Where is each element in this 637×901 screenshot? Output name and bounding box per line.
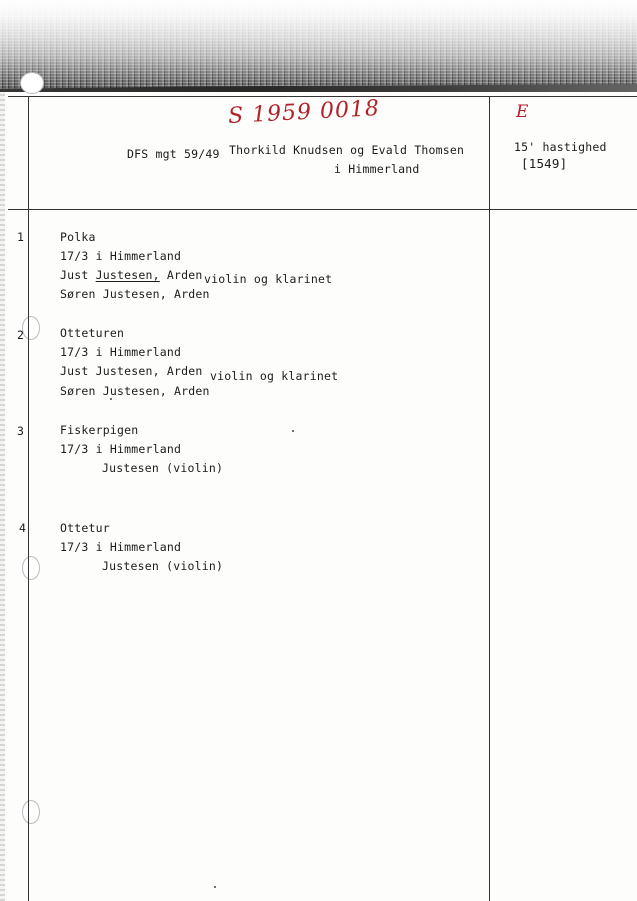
performer-surname: Justesen, (95, 268, 160, 282)
entry-date-place: 17/3 i Himmerland (60, 540, 182, 554)
entry-number: 4 (19, 521, 27, 535)
performer-place: Arden (166, 268, 203, 282)
performer-line: Justesen (violin) (102, 559, 224, 573)
entry-title: Polka (60, 230, 96, 244)
scan-speck (110, 398, 112, 400)
right-column-rule (489, 96, 490, 901)
speed-note: 15' hastighed (514, 140, 607, 154)
entry-date-place: 17/3 i Himmerland (60, 249, 182, 263)
region: i Himmerland (334, 162, 420, 176)
punch-hole-4 (22, 800, 40, 824)
entry-number: 3 (17, 424, 25, 438)
scan-noise-band (0, 0, 637, 92)
performer-line: Søren Justesen, Arden (60, 287, 210, 301)
entry-title: Ottetur (60, 521, 110, 535)
performer-line: Søren Justesen, Arden (60, 384, 210, 398)
entry-number: 1 (17, 230, 25, 244)
entry-date-place: 17/3 i Himmerland (60, 345, 182, 359)
entry-date-place: 17/3 i Himmerland (60, 442, 182, 456)
header-top-rule (8, 96, 637, 97)
scan-speck (292, 430, 294, 432)
collectors: Thorkild Knudsen og Evald Thomsen (229, 143, 465, 157)
performer-line: Just Justesen, Arden (60, 364, 203, 378)
entry-title: Fiskerpigen (60, 423, 139, 437)
scan-edge-artifact (0, 92, 5, 901)
left-column-rule (28, 96, 29, 901)
scan-speck (214, 886, 216, 888)
performer-line: Justesen (violin) (102, 461, 224, 475)
entry-instruments: violin og klarinet (210, 369, 339, 383)
corner-mark: E (516, 102, 529, 122)
performer-first-name: Just (60, 268, 89, 282)
performer-line (60, 268, 203, 282)
punch-hole-2 (22, 316, 40, 340)
entry-instruments: violin og klarinet (204, 272, 333, 286)
punch-hole-top (20, 72, 44, 94)
recording-id: DFS mgt 59/49 (127, 147, 220, 161)
entry-number: 2 (17, 328, 25, 342)
tape-code: [1549] (521, 156, 568, 171)
punch-hole-3 (22, 556, 40, 580)
catalog-number: S 1959 0018 (227, 96, 381, 129)
entry-title: Otteturen (60, 326, 125, 340)
header-bottom-rule (8, 209, 637, 210)
